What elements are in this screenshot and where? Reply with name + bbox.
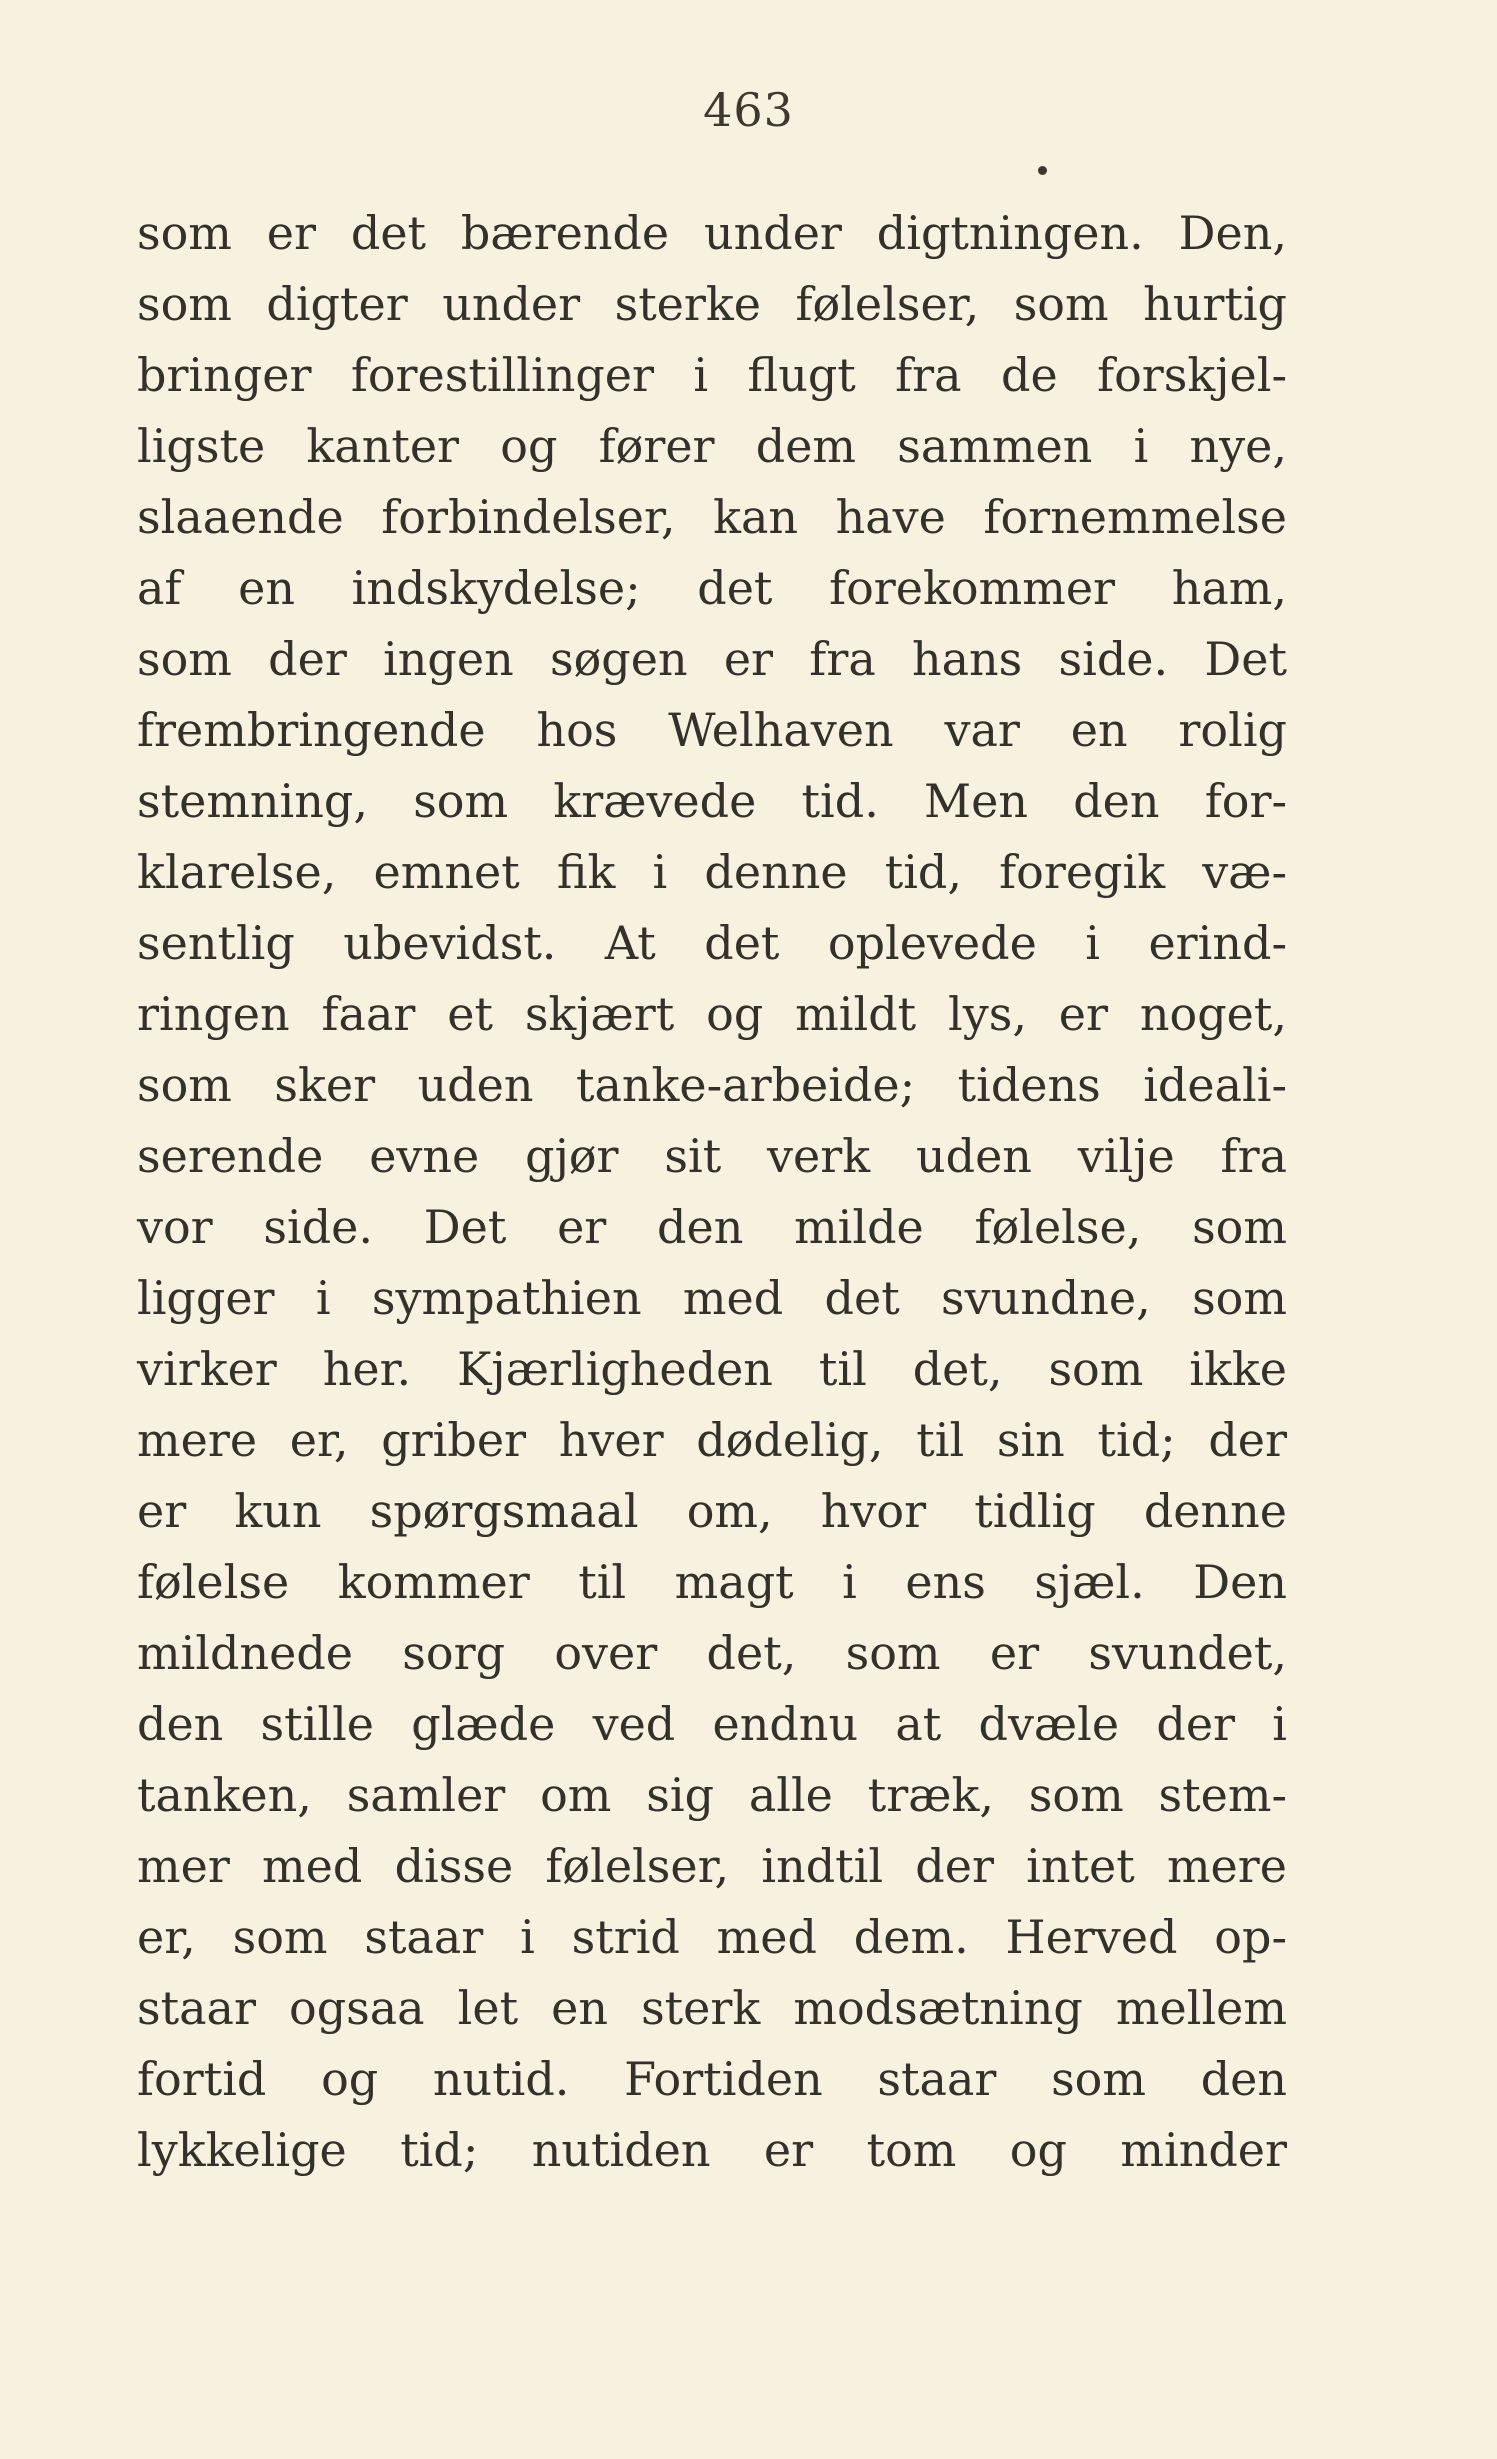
text-line: frembringende hos Welhaven var en rolig [137, 703, 1287, 757]
text-line: er, som staar i strid med dem. Herved op- [137, 1910, 1287, 1964]
text-line: sentlig ubevidst. At det oplevede i erind- [137, 916, 1287, 970]
text-line: klarelse, emnet fik i denne tid, foregik væ- [137, 845, 1287, 899]
text-line: ligger i sympathien med det svundne, som [137, 1271, 1287, 1325]
text-line: mer med disse følelser, indtil der intet mere [137, 1839, 1287, 1893]
text-line: mildnede sorg over det, som er svundet, [137, 1626, 1287, 1680]
text-line: som der ingen søgen er fra hans side. Det [137, 632, 1287, 686]
text-line: er kun spørgsmaal om, hvor tidlig denne [137, 1484, 1287, 1538]
page-number: 463 [703, 83, 794, 137]
print-speck [1038, 166, 1047, 175]
text-line: staar ogsaa let en sterk modsætning mellem [137, 1981, 1287, 2035]
text-line: stemning, som krævede tid. Men den for- [137, 774, 1287, 828]
text-line: slaaende forbindelser, kan have fornemmelse [137, 490, 1287, 544]
text-line: lykkelige tid; nutiden er tom og minder [137, 2123, 1287, 2177]
text-line: ligste kanter og fører dem sammen i nye, [137, 419, 1287, 473]
text-line: den stille glæde ved endnu at dvæle der i [137, 1697, 1287, 1751]
text-line: mere er, griber hver dødelig, til sin tid; der [137, 1413, 1287, 1467]
text-line: af en indskydelse; det forekommer ham, [137, 561, 1287, 615]
text-line: som er det bærende under digtningen. Den, [137, 206, 1287, 260]
text-line: som digter under sterke følelser, som hurtig [137, 277, 1287, 331]
text-line: virker her. Kjærligheden til det, som ikke [137, 1342, 1287, 1396]
text-line: tanken, samler om sig alle træk, som stem- [137, 1768, 1287, 1822]
text-line: fortid og nutid. Fortiden staar som den [137, 2052, 1287, 2106]
text-line: vor side. Det er den milde følelse, som [137, 1200, 1287, 1254]
text-line: som sker uden tanke-arbeide; tidens ideali- [137, 1058, 1287, 1112]
text-line: serende evne gjør sit verk uden vilje fra [137, 1129, 1287, 1183]
body-text [137, 198, 1287, 2186]
text-line: følelse kommer til magt i ens sjæl. Den [137, 1555, 1287, 1609]
text-line: ringen faar et skjært og mildt lys, er noget, [137, 987, 1287, 1041]
text-line: bringer forestillinger i flugt fra de forskjel- [137, 348, 1287, 402]
